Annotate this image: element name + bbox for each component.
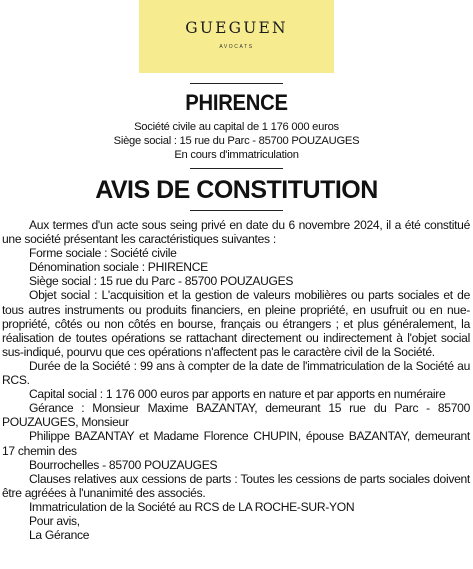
objet-paragraph: Objet social : L'acquisition et la gestion de valeurs mobilières ou parts sociales et de tous autres instruments ou produits financiers, en pleine propriété, en usufruit ou en nue-propriété, côtés ou non côtés en bourse, français ou étrangers ; et plus généralement, la réalisation de toutes opérations se rattachant directement ou indirectement à l'objet social sus-indiqué, pourvu que ces opérations n'affectent pas le caractère civil de la Société. [2,288,470,359]
gerance-paragraph: Gérance : Monsieur Maxime BAZANTAY, demeurant 15 rue du Parc - 85700 POUZAUGES, Monsieur [2,401,470,430]
denomination-line: Dénomination sociale : PHIRENCE [29,260,208,275]
middle-divider [190,168,283,169]
logo-firm-name: GUEGUEN [185,19,288,37]
bottom-divider [190,210,283,211]
gerance-line-3: Bourrochelles - 85700 POUZAUGES [29,457,218,472]
forme-line: Forme sociale : Société civile [29,246,177,261]
law-firm-logo [139,0,334,73]
siege-line: Siège social : 15 rue du Parc - 85700 POUZAUGES [29,274,294,289]
top-divider [190,83,283,84]
notice-body [2,218,470,542]
logo-firm-subtitle: AVOCATS [219,44,254,50]
pour-avis-line: Pour avis, [29,513,80,528]
gerance-paragraph-2: Philippe BAZANTAY et Madame Florence CHUPIN, épouse BAZANTAY, demeurant 17 chemin des [2,429,470,458]
intro-paragraph: Aux termes d'un acte sous seing privé en date du 6 novembre 2024, il a été constitué une société présentant les caractéristiques suivantes : [2,218,470,247]
company-status-line: En cours d'immatriculation [174,149,299,161]
capital-line: Capital social : 1 176 000 euros par apports en nature et par apports en numéraire [29,387,446,402]
company-capital-line: Société civile au capital de 1 176 000 euros [134,121,339,133]
immatriculation-line: Immatriculation de la Société au RCS de LA ROCHE-SUR-YON [29,499,355,514]
signature-line: La Gérance [29,528,90,543]
company-seat-line: Siège social : 15 rue du Parc - 85700 POUZAUGES [113,135,360,147]
clauses-paragraph: Clauses relatives aux cessions de parts : Toutes les cessions de parts sociales doivent être agréées à l'unanimité des associés. [2,471,470,500]
company-name-heading: PHIRENCE [185,90,288,115]
duree-paragraph: Durée de la Société : 99 ans à compter de la date de l'immatriculation de la Société au RCS. [2,358,470,388]
notice-title: AVIS DE CONSTITUTION [95,176,378,204]
